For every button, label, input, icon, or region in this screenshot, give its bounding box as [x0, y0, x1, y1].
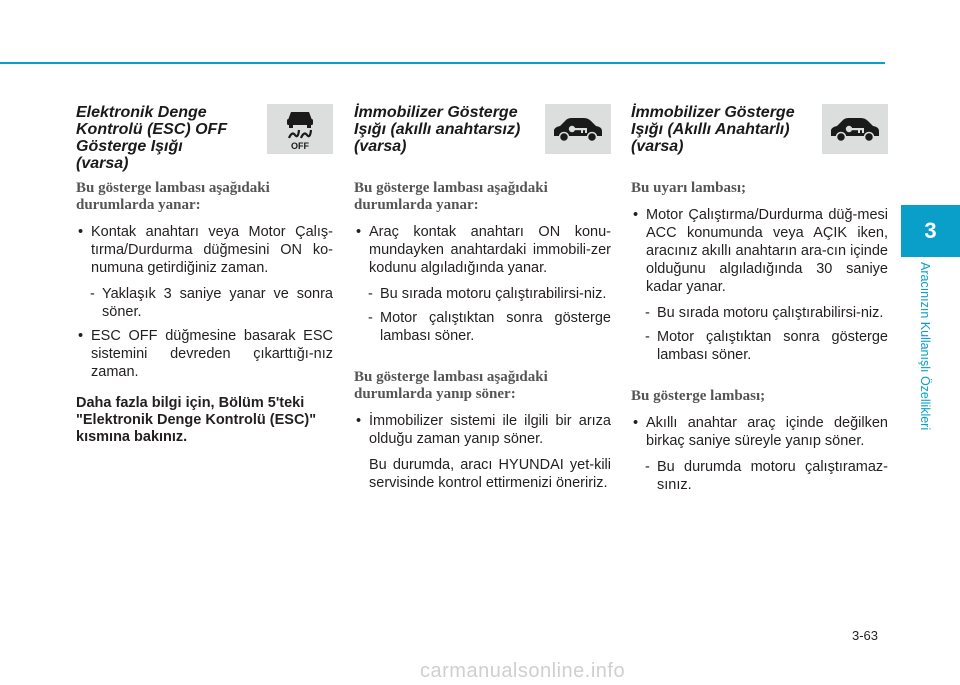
watermark: carmanualsonline.info: [420, 660, 626, 682]
bullet-item: • İmmobilizer sistemi ile ilgili bir arıza olduğu zaman yanıp söner.: [354, 412, 611, 448]
title-line: Kontrolü (ESC) OFF: [76, 121, 228, 138]
title-line: (varsa): [76, 155, 129, 172]
dash-item: - Bu sırada motoru çalıştırabilirsi-niz.: [368, 286, 607, 302]
sub-heading: Bu gösterge lambası aşağıdaki durumlarda yanar:: [354, 180, 548, 213]
dash-item: - Yaklaşık 3 saniye yanar ve sonra söner.: [90, 286, 333, 320]
section-title: [76, 104, 251, 172]
chapter-side-title: Aracınızın Kullanışlı Özellikleri: [918, 262, 932, 431]
dash-item: - Motor çalıştıktan sonra gösterge lambası söner.: [645, 329, 888, 363]
page-number: 3-63: [852, 628, 879, 643]
bullet-item: • Araç kontak anahtarı ON konu-mundayken anahtardaki immobili-zer kodunu algıladığında yanar.: [354, 223, 611, 277]
dash-item-text: Motor çalıştıktan sonra gösterge lambası söner.: [657, 329, 888, 363]
dash-item: - Motor çalıştıktan sonra gösterge lambası söner.: [368, 310, 611, 344]
paragraph: Bu durumda, aracı HYUNDAI yet-kili servisinde kontrol ettirmenizi öneririz.: [369, 457, 611, 491]
title-line: İmmobilizer Gösterge: [631, 104, 795, 121]
dash-item-text: Bu sırada motoru çalıştırabilirsi-niz.: [380, 286, 607, 302]
dash-item-text: Bu sırada motoru çalıştırabilirsi-niz.: [657, 305, 884, 321]
esc-off-icon: [267, 104, 333, 154]
bullet-item: • Akıllı anahtar araç içinde değilken birkaç saniye süreyle yanıp söner.: [631, 414, 888, 450]
sub-heading: Bu gösterge lambası aşağıdaki durumlarda yanar:: [76, 180, 270, 213]
dash-item: - Bu durumda motoru çalıştıramaz-sınız.: [645, 459, 888, 493]
immobilizer-car-key-icon: [545, 104, 611, 154]
section-header: [354, 104, 611, 164]
bullet-item: • ESC OFF düğmesine basarak ESC sistemini devreden çıkarttığı-nız zaman.: [76, 327, 333, 381]
sub-heading: Bu gösterge lambası aşağıdaki durumlarda yanıp söner:: [354, 369, 548, 402]
dash-item: - Bu sırada motoru çalıştırabilirsi-niz.: [645, 305, 884, 321]
title-line: İmmobilizer Gösterge: [354, 104, 518, 121]
header-rule: [0, 62, 885, 64]
section-title: [354, 104, 529, 155]
section-header: [76, 104, 333, 172]
dash-item-text: Yaklaşık 3 saniye yanar ve sonra söner.: [102, 286, 333, 320]
title-line: Işığı (Akıllı Anahtarlı): [631, 121, 790, 138]
reference-note: Daha fazla bilgi için, Bölüm 5'teki "Elektronik Denge Kontrolü (ESC)" kısmına bakınız.: [76, 395, 317, 445]
sub-heading: Bu gösterge lambası;: [631, 388, 766, 404]
dash-item-text: Bu durumda motoru çalıştıramaz-sınız.: [657, 459, 888, 493]
immobilizer-smartkey-section: [631, 104, 888, 500]
title-line: Gösterge Işığı: [76, 138, 183, 155]
title-line: Işığı (akıllı anahtarsız): [354, 121, 521, 138]
section-header: [631, 104, 888, 164]
immobilizer-smartkeyless-section: [354, 104, 611, 500]
title-line: Elektronik Denge: [76, 104, 207, 121]
title-line: (varsa): [354, 138, 407, 155]
esc-off-section: [76, 104, 333, 461]
esc-off-icon-label: OFF: [291, 141, 309, 151]
title-line: (varsa): [631, 138, 684, 155]
section-title: [631, 104, 806, 155]
bullet-item: • Motor Çalıştırma/Durdurma düğ-mesi ACC konumunda veya AÇIK iken, aracınız akıllı anahtarın ara-cın içinde olduğunu algıladığında 30 saniye kadar yanar.: [631, 206, 888, 296]
bullet-item: • Kontak anahtarı veya Motor Çalış-tırma/Durdurma düğmesini ON ko-numuna getirdiğiniz zaman.: [76, 223, 333, 277]
immobilizer-car-key-icon: [822, 104, 888, 154]
dash-item-text: Motor çalıştıktan sonra gösterge lambası söner.: [380, 310, 611, 344]
chapter-tab: 3: [901, 205, 960, 257]
sub-heading: Bu uyarı lambası;: [631, 180, 747, 196]
